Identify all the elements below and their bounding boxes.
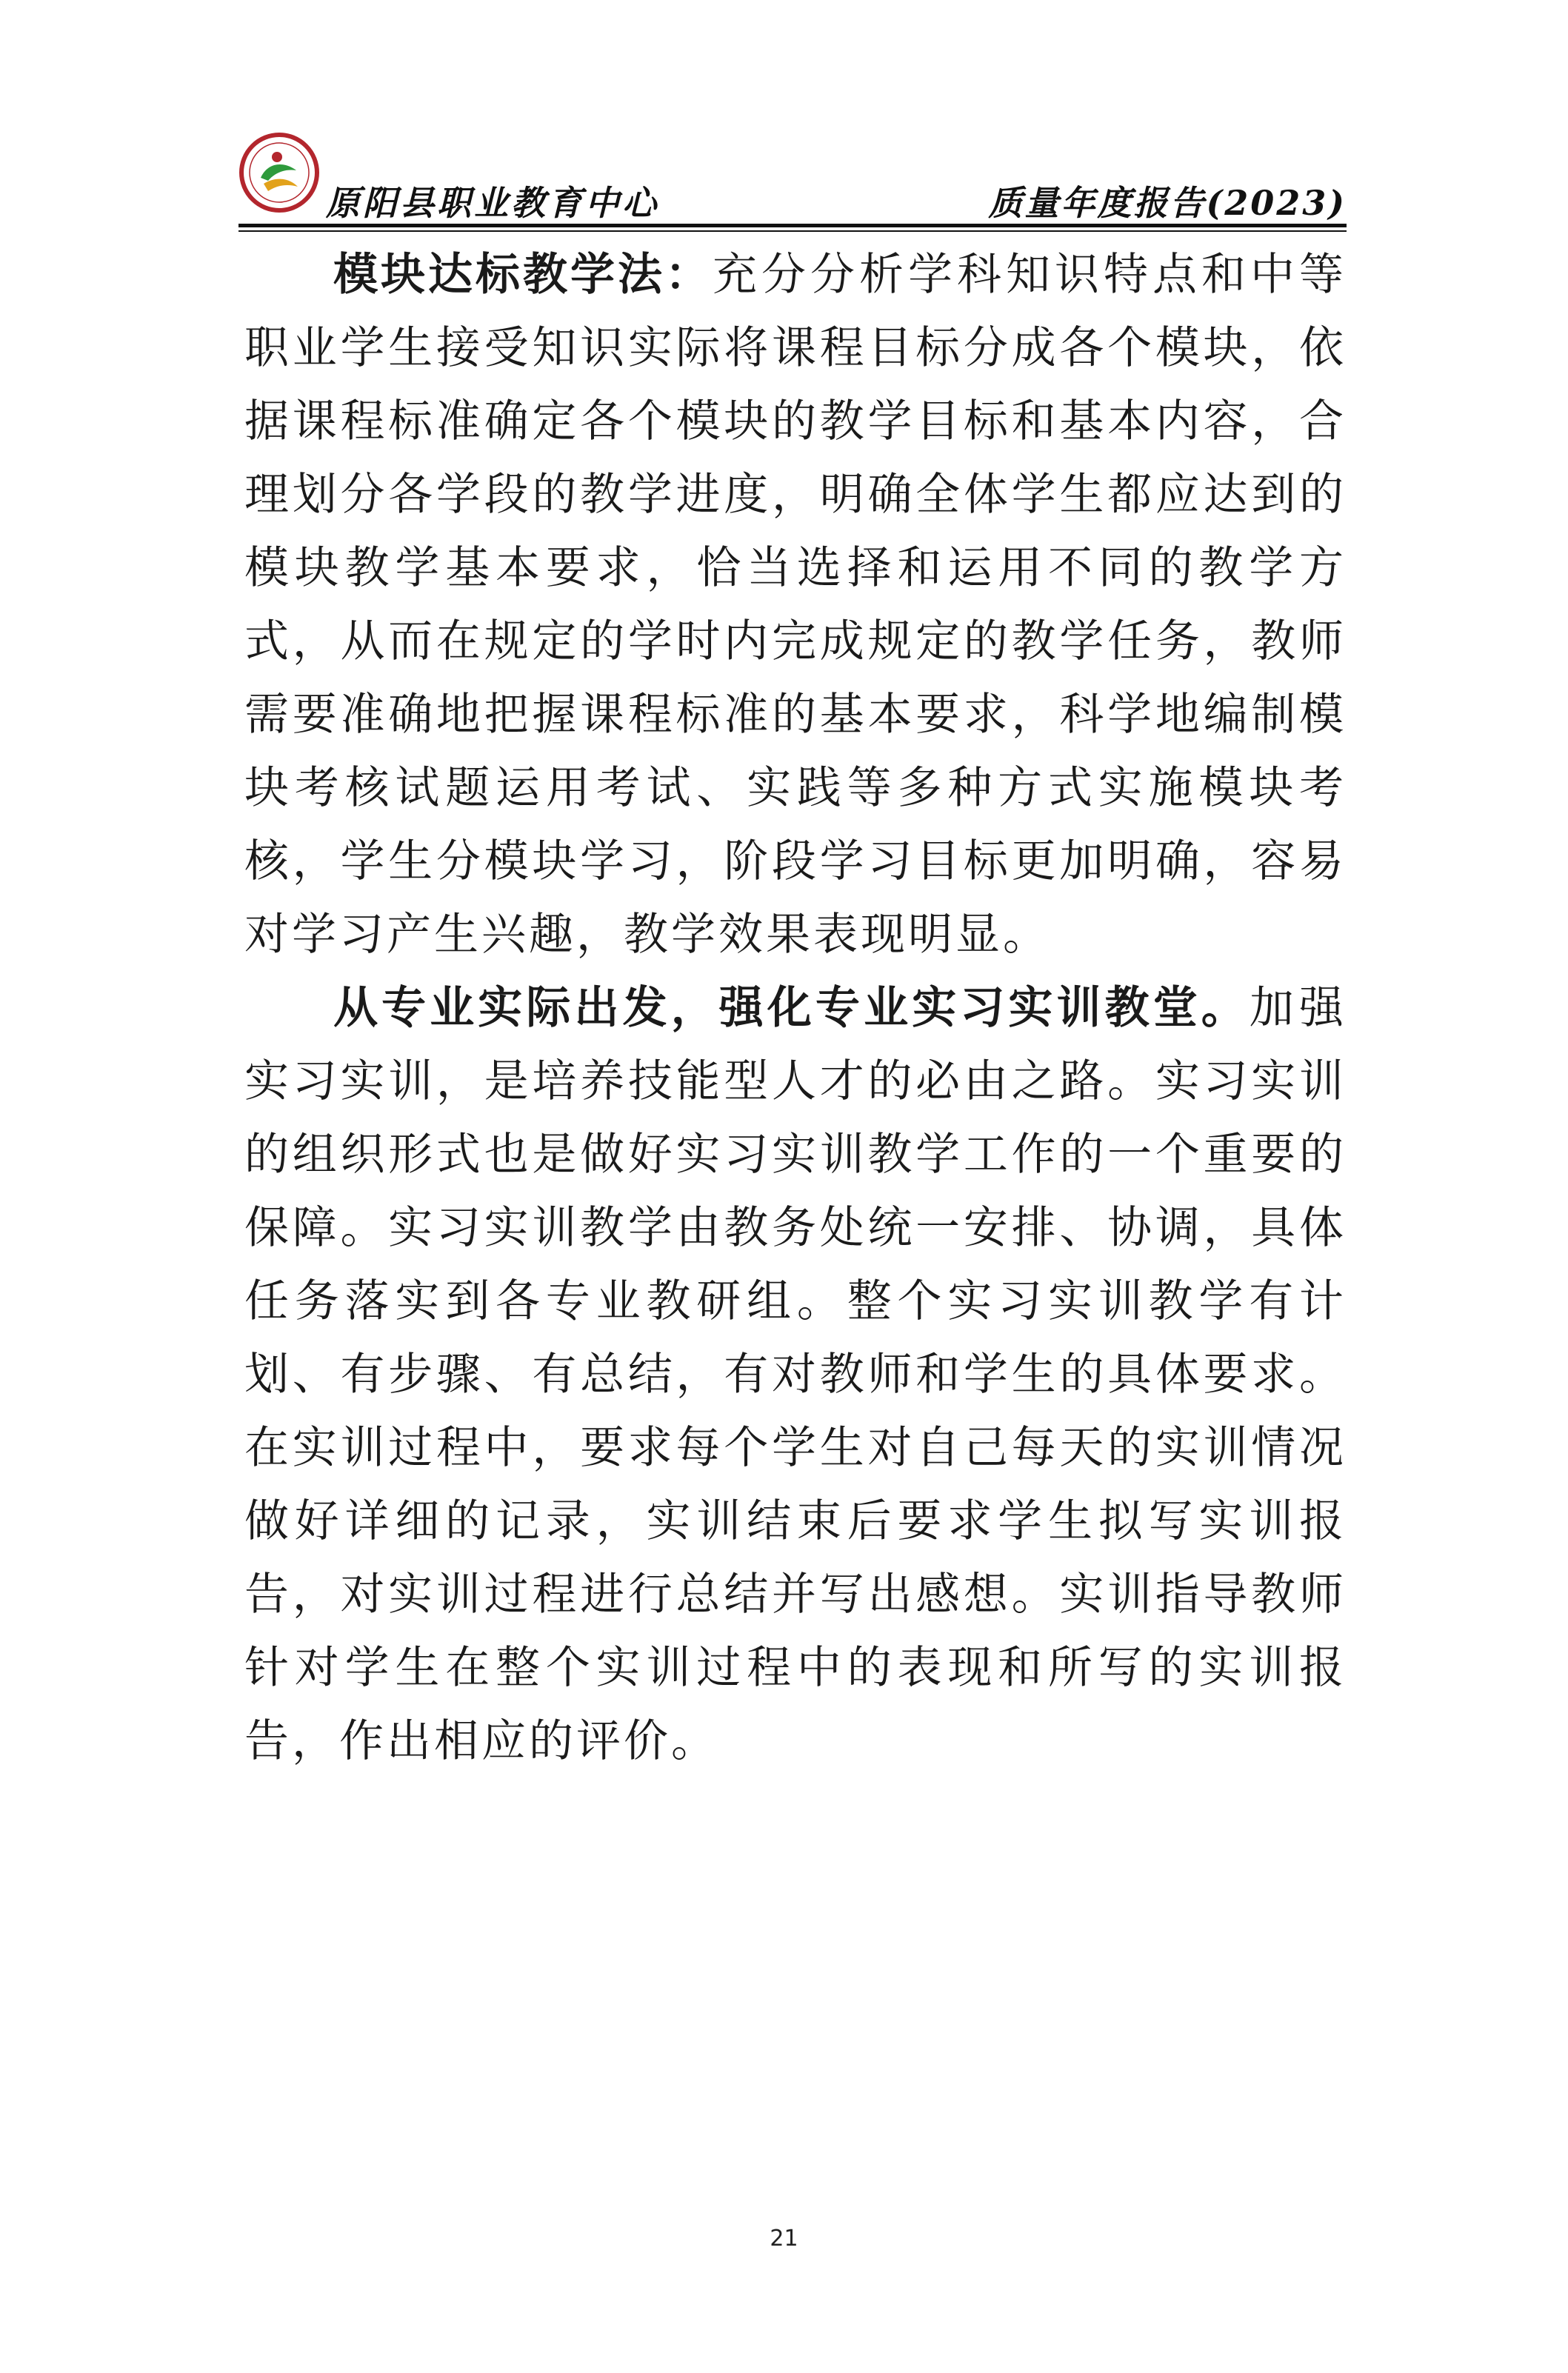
header-rule-thin: [238, 230, 1347, 232]
paragraph-lead: 模块达标教学法：: [333, 249, 713, 301]
paragraph-text: 加强实习实训，是培养技能型人才的必由之路。实习实训的组织形式也是做好实习实训教学工作的一个重要的保障。实习实训教学由教务处统一安排、协调，具体任务落实到各专业教研组。整个实习实训教学有计划、有步骤、有总结，有对教师和学生的具体要求。在实训过程中，要求每个学生对自己每天的实训情况做好详细的记录，实训结束后要求学生拟写实训报告，对实训过程进行总结并写出感想。实训指导教师针对学生在整个实训过程中的表现和所写的实训报告，作出相应的评价。: [244, 982, 1347, 1767]
paragraph-lead: 从专业实际出发，强化专业实习实训教堂。: [333, 982, 1250, 1034]
paragraph-practical-training: [244, 972, 1347, 1778]
header-rule-thick: [238, 224, 1347, 227]
page-body: [244, 238, 1347, 1778]
report-title: 质量年度报告(2023): [988, 183, 1347, 223]
page-header: [238, 111, 1347, 222]
page-number: 21: [770, 2226, 798, 2252]
school-name: 原阳县职业教育中心: [326, 183, 659, 223]
paragraph-modular-teaching: [244, 238, 1347, 972]
paragraph-text: 充分分析学科知识特点和中等职业学生接受知识实际将课程目标分成各个模块，依据课程标准确定各个模块的教学目标和基本内容，合理划分各学段的教学进度，明确全体学生都应达到的模块教学基本要求，恰当选择和运用不同的教学方式，从而在规定的学时内完成规定的教学任务，教师需要准确地把握课程标准的基本要求，科学地编制模块考核试题运用考试、实践等多种方式实施模块考核，学生分模块学习，阶段学习目标更加明确，容易对学习产生兴趣，教学效果表现明显。: [244, 249, 1347, 961]
school-emblem-icon: [238, 132, 320, 213]
